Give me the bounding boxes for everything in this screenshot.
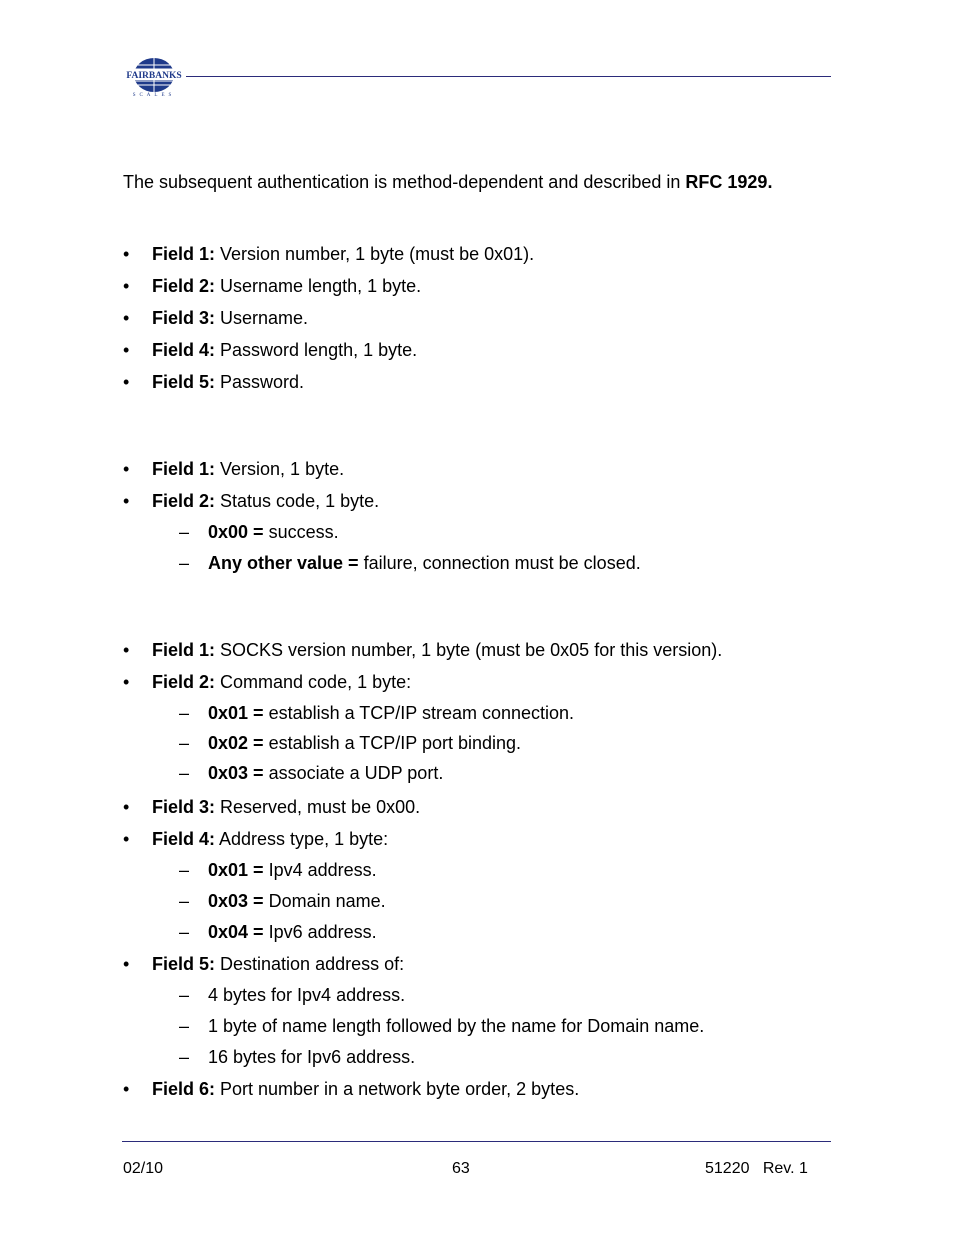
sub-list-item <box>123 698 722 728</box>
field-label: Field 2: <box>152 276 216 296</box>
field-text: Command code, 1 byte: <box>215 672 412 692</box>
socks-request-list <box>123 634 722 1105</box>
dash-icon: – <box>179 733 190 753</box>
field-label: Field 6: <box>152 1079 216 1099</box>
field-label: Field 2: <box>152 491 216 511</box>
list-item <box>123 334 534 366</box>
value-text: Ipv4 address. <box>263 860 377 880</box>
field-text: Password. <box>215 372 305 392</box>
intro-text: The subsequent authentication is method-dependent and described in <box>123 172 686 192</box>
bullet-icon: • <box>123 244 130 264</box>
field-label: Field 1: <box>152 640 216 660</box>
dash-icon: – <box>179 985 190 1005</box>
field-text: Version, 1 byte. <box>215 459 345 479</box>
dash-icon: – <box>179 553 190 573</box>
value-label: 0x03 = <box>208 763 264 783</box>
field-text: Version number, 1 byte (must be 0x01). <box>215 244 535 264</box>
value-text: failure, connection must be closed. <box>358 553 641 573</box>
header-rule <box>186 76 831 77</box>
field-text: Username. <box>215 308 309 328</box>
field-text: Destination address of: <box>215 954 405 974</box>
auth-request-list <box>123 238 534 398</box>
bullet-icon: • <box>123 308 130 328</box>
list-item <box>123 666 722 698</box>
bullet-icon: • <box>123 640 130 660</box>
bullet-icon: • <box>123 491 130 511</box>
value-text: associate a UDP port. <box>263 763 444 783</box>
svg-text:FAIRBANKS: FAIRBANKS <box>126 71 182 81</box>
footer-date: 02/10 <box>123 1160 164 1177</box>
bullet-icon: • <box>123 372 130 392</box>
value-text: 16 bytes for Ipv6 address. <box>208 1047 416 1067</box>
dash-icon: – <box>179 763 190 783</box>
list-item <box>123 485 641 517</box>
dash-icon: – <box>179 1016 190 1036</box>
value-label: 0x02 = <box>208 733 264 753</box>
value-label: Any other value = <box>208 553 359 573</box>
field-label: Field 1: <box>152 244 216 264</box>
field-label: Field 5: <box>152 372 216 392</box>
value-label: 0x00 = <box>208 522 264 542</box>
value-label: 0x04 = <box>208 922 264 942</box>
svg-text:SCALES: SCALES <box>132 93 176 97</box>
field-text: Address type, 1 byte: <box>215 829 389 849</box>
sub-list-item <box>123 758 722 789</box>
bullet-icon: • <box>123 954 130 974</box>
sub-list-item <box>123 517 641 548</box>
bullet-icon: • <box>123 340 130 360</box>
field-label: Field 3: <box>152 797 216 817</box>
auth-response-list <box>123 453 641 579</box>
field-label: Field 2: <box>152 672 216 692</box>
field-text: Password length, 1 byte. <box>215 340 418 360</box>
bullet-icon: • <box>123 276 130 296</box>
dash-icon: – <box>179 860 190 880</box>
list-item <box>123 453 641 485</box>
bullet-icon: • <box>123 459 130 479</box>
bullet-icon: • <box>123 797 130 817</box>
footer-rule <box>122 1141 831 1142</box>
sub-list-item <box>123 980 722 1011</box>
sub-list-item <box>123 728 722 758</box>
value-label: 0x03 = <box>208 891 264 911</box>
list-item <box>123 1073 722 1105</box>
field-text: Port number in a network byte order, 2 bytes. <box>215 1079 580 1099</box>
field-label: Field 4: <box>152 340 216 360</box>
dash-icon: – <box>179 891 190 911</box>
field-text: Reserved, must be 0x00. <box>215 797 421 817</box>
list-item <box>123 791 722 823</box>
list-item <box>123 238 534 270</box>
sub-list-item <box>123 917 722 948</box>
field-text: Username length, 1 byte. <box>215 276 422 296</box>
value-text: establish a TCP/IP port binding. <box>263 733 522 753</box>
fairbanks-logo <box>122 55 186 97</box>
list-item <box>123 302 534 334</box>
field-label: Field 5: <box>152 954 216 974</box>
sub-list-item <box>123 548 641 579</box>
list-item <box>123 270 534 302</box>
value-text: establish a TCP/IP stream connection. <box>263 703 575 723</box>
list-item <box>123 948 722 980</box>
dash-icon: – <box>179 1047 190 1067</box>
dash-icon: – <box>179 522 190 542</box>
bullet-icon: • <box>123 1079 130 1099</box>
field-text: SOCKS version number, 1 byte (must be 0x05 for this version). <box>215 640 723 660</box>
list-item <box>123 366 534 398</box>
value-label: 0x01 = <box>208 703 264 723</box>
field-label: Field 3: <box>152 308 216 328</box>
field-label: Field 4: <box>152 829 216 849</box>
value-text: 4 bytes for Ipv4 address. <box>208 985 406 1005</box>
value-text: Domain name. <box>263 891 386 911</box>
field-text: Status code, 1 byte. <box>215 491 380 511</box>
intro-paragraph <box>123 172 772 193</box>
value-label: 0x01 = <box>208 860 264 880</box>
bullet-icon: • <box>123 829 130 849</box>
value-text: 1 byte of name length followed by the name for Domain name. <box>208 1016 705 1036</box>
page-number: 63 <box>452 1160 470 1177</box>
sub-list-item <box>123 886 722 917</box>
value-text: Ipv6 address. <box>263 922 377 942</box>
dash-icon: – <box>179 703 190 723</box>
document-revision: 51220 Rev. 1 <box>705 1160 808 1177</box>
dash-icon: – <box>179 922 190 942</box>
value-text: success. <box>263 522 339 542</box>
list-item <box>123 823 722 855</box>
intro-rfc: RFC 1929. <box>685 172 773 192</box>
list-item <box>123 634 722 666</box>
bullet-icon: • <box>123 672 130 692</box>
sub-list-item <box>123 1011 722 1042</box>
field-label: Field 1: <box>152 459 216 479</box>
sub-list-item <box>123 1042 722 1073</box>
sub-list-item <box>123 855 722 886</box>
